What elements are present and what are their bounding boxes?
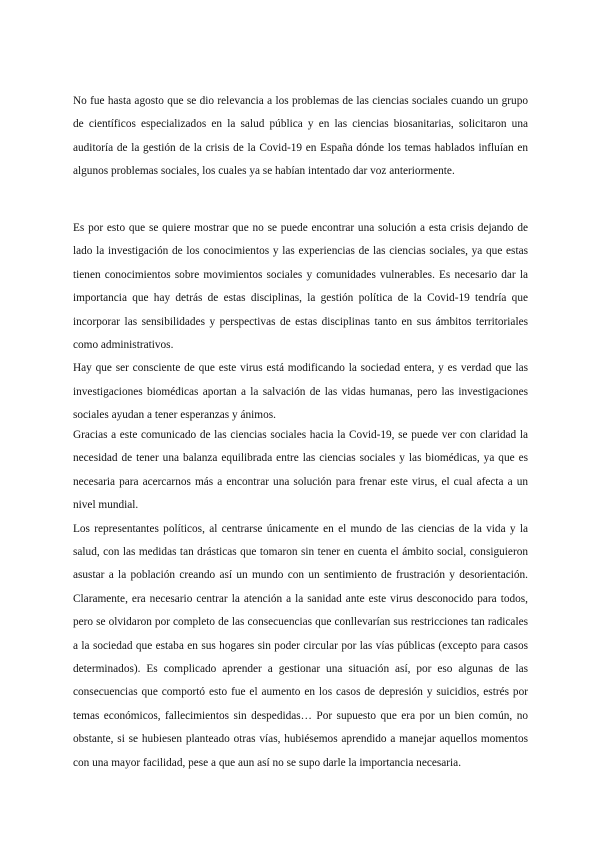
paragraph-5: Los representantes políticos, al centrarse únicamente en el mundo de las ciencias de la vida y la salud, con las medidas tan drásticas que tomaron sin tener en cuenta el ámbito social, consiguieron asustar a la población creando así un mundo con un sentimiento de frustración y desorientación. Claramente, era necesario centrar la atención a la sanidad ante este virus desconocido para todos, pero se olvidaron por completo de las consecuencias que conllevarían sus restricciones tan radicales a la sociedad que estaba en sus hogares sin poder circular por las vías públicas (excepto para casos determinados). Es complicado aprender a gestionar una situación así, por eso algunas de las consecuencias que comportó esto fue el aumento en los casos de depresión y suicidios, estrés por temas económicos, fallecimientos sin despedidas… Por supuesto que era por un bien común, no obstante, si se hubiesen planteado otras vías, hubiésemos aprendido a manejar aquellos momentos con una mayor facilidad, pese a que aun así no se supo darle la importancia necesaria. [73,522,528,769]
paragraph-4: Gracias a este comunicado de las ciencias sociales hacia la Covid-19, se puede ver con claridad la necesidad de tener una balanza equilibrada entre las ciencias sociales y las biomédicas, ya que es necesaria para acercarnos más a encontrar una solución para frenar este virus, el cual afecta a un nivel mundial. [73,429,528,512]
paragraph-1: No fue hasta agosto que se dio relevancia a los problemas de las ciencias sociales cuando un grupo de científicos especializados en la salud pública y en las ciencias biosanitarias, solicitaron una auditoría de la gestión de la crisis de la Covid-19 en España dónde los temas hablados influían en algunos problemas sociales, los cuales ya se habían intentado dar voz anteriormente. [73,95,528,178]
text-section-2 [73,217,528,428]
paragraph-3: Hay que ser consciente de que este virus está modificando la sociedad entera, y es verdad que las investigaciones biomédicas aportan a la salvación de las vidas humanas, pero las investigaciones sociales ayudan a tener esperanzas y ánimos. [73,362,528,422]
text-section-1 [73,90,528,184]
paragraph-2: Es por esto que se quiere mostrar que no se puede encontrar una solución a esta crisis dejando de lado la investigación de los conocimientos y las experiencias de las ciencias sociales, ya que estas tienen conocimientos sobre movimientos sociales y comunidades vulnerables. Es necesario dar la importancia que hay detrás de estas disciplinas, la gestión política de la Covid-19 tendría que incorporar las sensibilidades y perspectivas de estas disciplinas tanto en sus ámbitos territoriales como administrativos. [73,222,528,352]
text-section-3 [73,424,528,775]
